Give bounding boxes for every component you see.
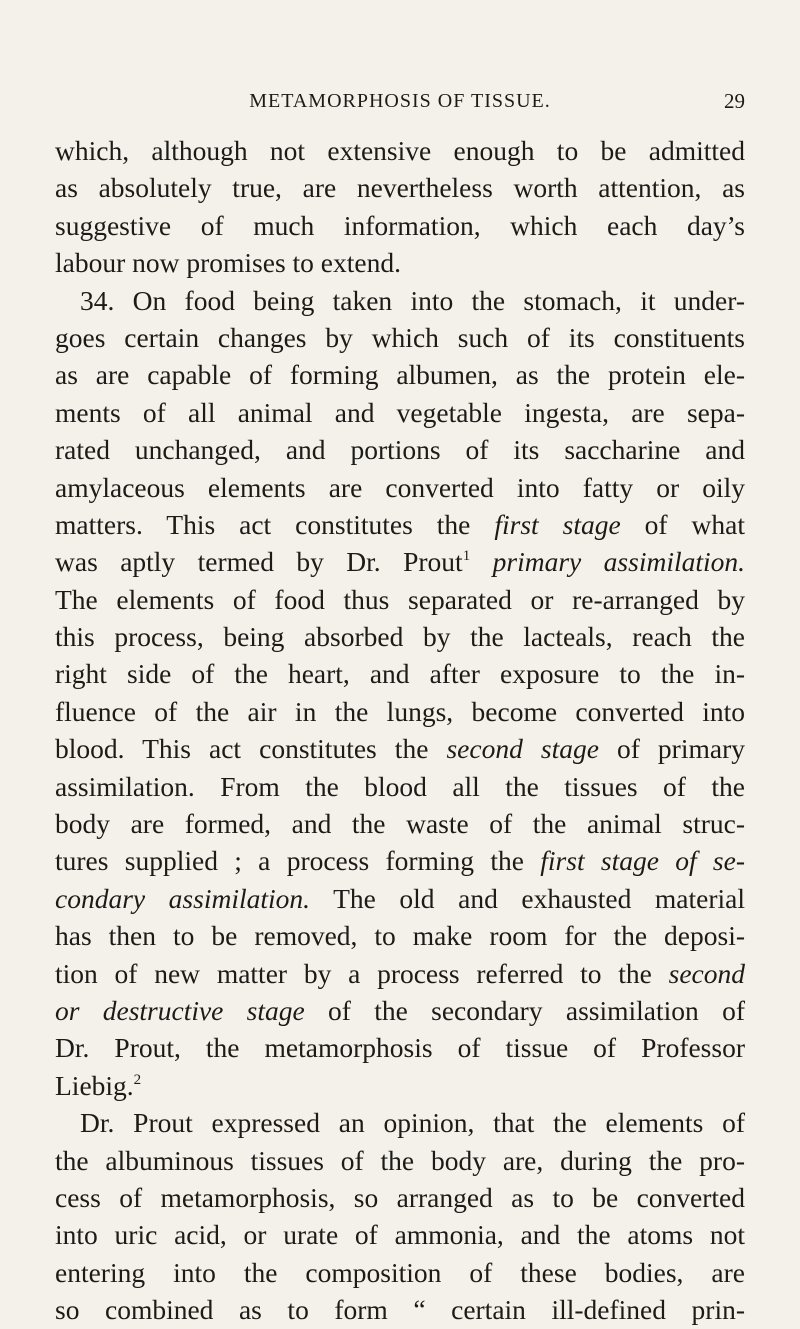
text-line: tion of new matter by a process referred to the second xyxy=(55,957,745,989)
text-line: Liebig.$^2$ xyxy=(55,1069,142,1101)
italic-term: second stage xyxy=(446,733,599,765)
italic-term: first stage of se- xyxy=(540,845,745,877)
italic-term: first stage xyxy=(494,508,621,540)
paragraph-start: Dr. Prout expressed an opinion, that the elements of xyxy=(80,1107,745,1139)
text-line: ments of all animal and vegetable ingesta, are sepa- xyxy=(55,396,745,428)
text-line: right side of the heart, and after exposure to the in- xyxy=(55,658,745,690)
text-line: amylaceous elements are converted into fatty or oily xyxy=(55,471,745,503)
text-line: the albuminous tissues of the body are, during the pro- xyxy=(55,1144,745,1176)
text-line: blood. This act constitutes the second stage of primary xyxy=(55,733,745,765)
text-line: assimilation. From the blood all the tissues of the xyxy=(55,770,745,802)
text-line: into uric acid, or urate of ammonia, and the atoms not xyxy=(55,1219,745,1251)
text-line: goes certain changes by which such of its constituents xyxy=(55,321,745,353)
text-line: condary assimilation. The old and exhausted material xyxy=(55,882,745,914)
text-line: rated unchanged, and portions of its saccharine and xyxy=(55,434,745,466)
text-line: as are capable of forming albumen, as the protein ele- xyxy=(55,359,745,391)
text-line: so combined as to form “ certain ill-defined prin- xyxy=(55,1294,745,1326)
paragraph-34-start: 34. On food being taken into the stomach, it under- xyxy=(80,284,745,316)
text-line: fluence of the air in the lungs, become converted into xyxy=(55,695,745,727)
body-text xyxy=(55,132,745,1329)
italic-term: condary assimilation. xyxy=(55,882,311,914)
text-line: Dr. Prout, the metamorphosis of tissue of Professor xyxy=(55,1032,745,1064)
text-line: labour now promises to extend. xyxy=(55,247,401,279)
running-title: METAMORPHOSIS OF TISSUE. xyxy=(249,90,551,112)
text-line: or destructive stage of the secondary assimilation of xyxy=(55,994,745,1026)
footnote-ref: 2 xyxy=(133,1071,142,1088)
footnote-ref: 1 xyxy=(462,548,471,565)
text-line: this process, being absorbed by the lacteals, reach the xyxy=(55,621,745,653)
italic-term: second xyxy=(668,957,745,989)
text-line: was aptly termed by Dr. Prout$^1$ primary assimilation. xyxy=(55,546,746,578)
text-line: tures supplied ; a process forming the first stage of se- xyxy=(55,845,745,877)
italic-term: or destructive stage xyxy=(55,994,305,1026)
text-line: as absolutely true, are nevertheless worth attention, as xyxy=(55,172,745,204)
running-head xyxy=(55,86,745,116)
text-line: which, although not extensive enough to be admitted xyxy=(55,135,745,166)
italic-term: primary assimilation. xyxy=(492,546,746,578)
text-line: The elements of food thus separated or re-arranged by xyxy=(55,583,745,615)
text-line: body are formed, and the waste of the animal struc- xyxy=(55,808,745,840)
text-line: entering into the composition of these bodies, are xyxy=(55,1256,745,1288)
page-number: 29 xyxy=(724,89,745,113)
text-line: matters. This act constitutes the first stage of what xyxy=(55,508,745,540)
text-line: cess of metamorphosis, so arranged as to be converted xyxy=(55,1181,745,1213)
text-line: has then to be removed, to make room for the deposi- xyxy=(55,920,745,952)
text-line: suggestive of much information, which each day’s xyxy=(55,209,745,241)
